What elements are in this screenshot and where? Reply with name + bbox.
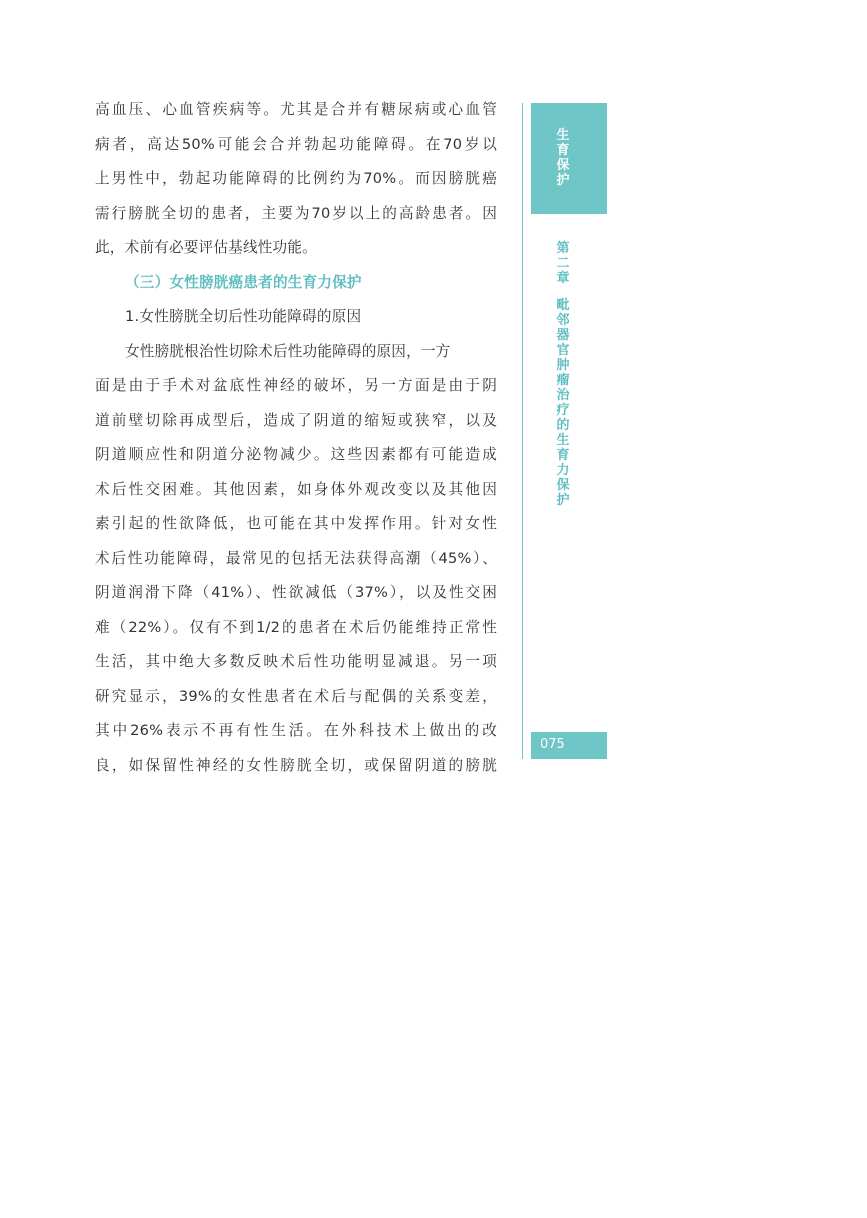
subsection-heading: 1.女性膀胱全切后性功能障碍的原因 xyxy=(125,308,362,325)
body-line: 高血压、心血管疾病等。尤其是合并有糖尿病或心血管 xyxy=(95,101,497,118)
paragraph-line: 阴道顺应性和阴道分泌物减少。这些因素都有可能造成 xyxy=(95,446,497,463)
chapter-title-char: 的 xyxy=(556,418,570,433)
paragraph-line: 术后性功能障碍，最常见的包括无法获得高潮（45%）、 xyxy=(95,549,497,567)
body-line: 病者，高达50%可能会合并勃起功能障碍。在70岁以 xyxy=(95,135,497,153)
chapter-title-char: 护 xyxy=(556,493,570,508)
paragraph-line: 难（22%）。仅有不到1/2的患者在术后仍能维持正常性 xyxy=(95,618,497,636)
paragraph-line: 阴道润滑下降（41%）、性欲减低（37%），以及性交困 xyxy=(95,584,497,601)
chapter-title-char: 力 xyxy=(556,463,570,478)
chapter-title-char: 治 xyxy=(556,388,570,403)
paragraph-line: 生活，其中绝大多数反映术后性功能明显减退。另一项 xyxy=(95,653,497,670)
section-tab-label xyxy=(555,128,571,188)
chapter-number-char: 二 xyxy=(556,256,570,271)
sidebar-divider xyxy=(522,103,523,759)
paragraph-line: 女性膀胱根治性切除术后性功能障碍的原因，一方 xyxy=(125,342,451,360)
paragraph-line: 素引起的性欲降低，也可能在其中发挥作用。针对女性 xyxy=(95,515,497,532)
paragraph-line: 良，如保留性神经的女性膀胱全切，或保留阴道的膀胱 xyxy=(95,756,497,774)
paragraph-line: 其中26%表示不再有性生活。在外科技术上做出的改 xyxy=(95,722,497,739)
body-line: 需行膀胱全切的患者，主要为70岁以上的高龄患者。因 xyxy=(95,204,497,222)
section-tab-char: 保 xyxy=(556,158,570,173)
chapter-title-char: 毗 xyxy=(556,298,570,313)
paragraph-line: 道前壁切除再成型后，造成了阴道的缩短或狭窄，以及 xyxy=(95,411,497,429)
chapter-title-char: 官 xyxy=(556,343,570,358)
chapter-number-char: 章 xyxy=(556,271,570,286)
chapter-title xyxy=(554,241,572,508)
section-tab-char: 育 xyxy=(556,143,570,158)
chapter-title-char: 育 xyxy=(556,448,570,463)
chapter-title-char: 生 xyxy=(556,433,570,448)
body-line: 此，术前有必要评估基线性功能。 xyxy=(95,239,317,256)
paragraph-line: 面是由于手术对盆底性神经的破坏，另一方面是由于阴 xyxy=(95,377,497,394)
paragraph-line: 研究显示，39%的女性患者在术后与配偶的关系变差， xyxy=(95,687,497,705)
page-number: 075 xyxy=(540,737,565,752)
chapter-title-char: 器 xyxy=(556,328,570,343)
page-number-box xyxy=(531,732,607,759)
chapter-title-char: 邻 xyxy=(556,313,570,328)
chapter-title-char: 瘤 xyxy=(556,373,570,388)
section-heading: （三）女性膀胱癌患者的生育力保护 xyxy=(125,273,362,291)
body-line: 上男性中，勃起功能障碍的比例约为70%。而因膀胱癌 xyxy=(95,170,497,187)
section-tab-char: 护 xyxy=(556,173,570,188)
body-text xyxy=(95,93,497,783)
paragraph-line: 术后性交困难。其他因素，如身体外观改变以及其他因 xyxy=(95,480,497,498)
chapter-title-char: 肿 xyxy=(556,358,570,373)
chapter-number-char: 第 xyxy=(556,241,570,256)
chapter-title-char: 疗 xyxy=(556,403,570,418)
section-tab-char: 生 xyxy=(556,128,570,143)
chapter-title-char: 保 xyxy=(556,478,570,493)
